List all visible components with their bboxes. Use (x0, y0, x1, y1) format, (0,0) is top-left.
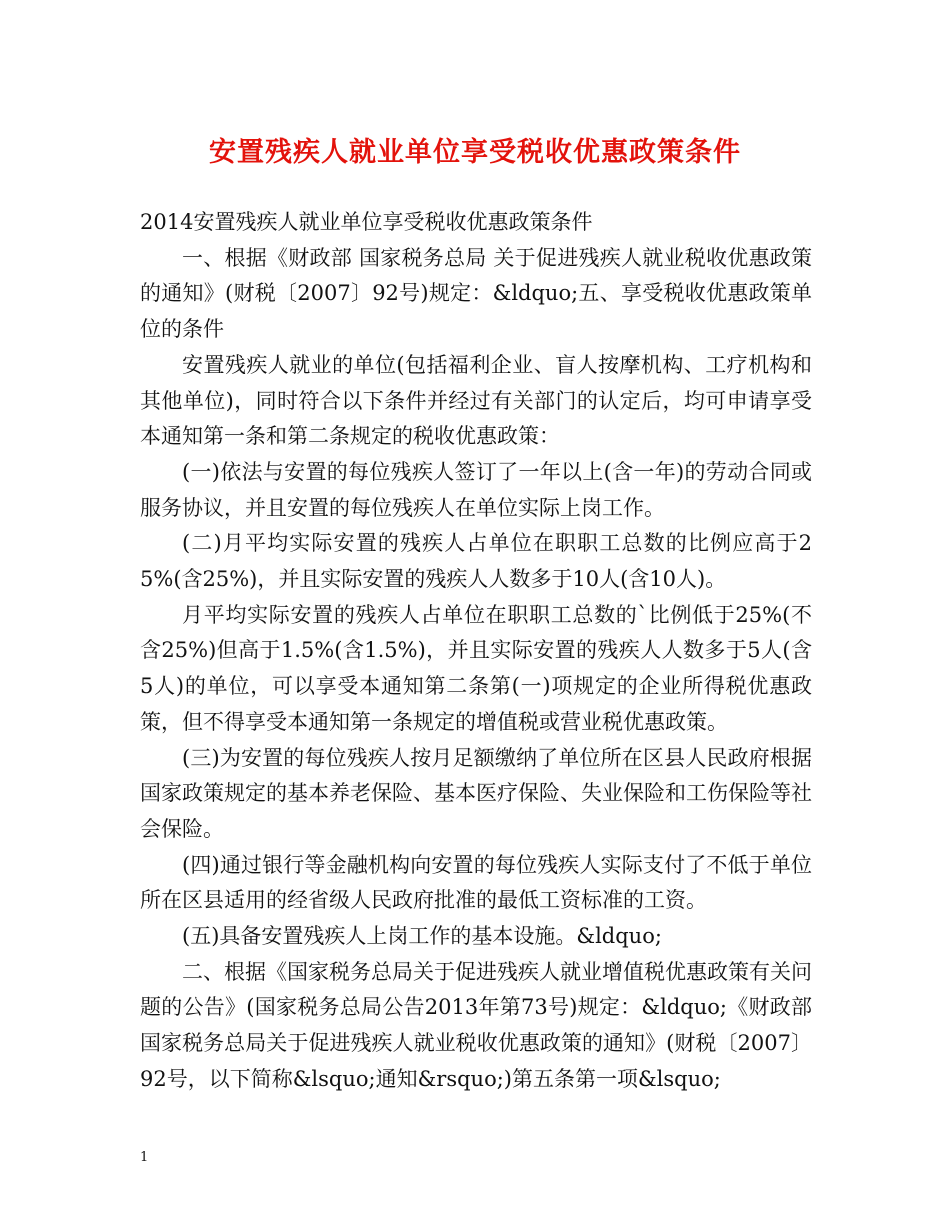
paragraph: 一、根据《财政部 国家税务总局 关于促进残疾人就业税收优惠政策的通知》(财税〔2007〕92号)规定：&ldquo;五、享受税收优惠政策单位的条件 (140, 245, 812, 342)
paragraph-heading: 2014安置残疾人就业单位享受税收优惠政策条件 (140, 210, 593, 234)
paragraph: 月平均实际安置的残疾人占单位在职职工总数的`比例低于25%(不含25%)但高于1.5%(含1.5%)，并且实际安置的残疾人人数多于5人(含5人)的单位，可以享受本通知第二条第(一)项规定的企业所得税优惠政策，但不得享受本通知第一条规定的增值税或营业税优惠政策。 (140, 602, 812, 734)
document-body (140, 205, 812, 1098)
paragraph: (四)通过银行等金融机构向安置的每位残疾人实际支付了不低于单位所在区县适用的经省级人民政府批准的最低工资标准的工资。 (140, 852, 812, 913)
paragraph: (二)月平均实际安置的残疾人占单位在职职工总数的比例应高于25%(含25%)，并且实际安置的残疾人人数多于10人(含10人)。 (140, 531, 812, 592)
paragraph: (三)为安置的每位残疾人按月足额缴纳了单位所在区县人民政府根据国家政策规定的基本养老保险、基本医疗保险、失业保险和工伤保险等社会保险。 (140, 745, 812, 841)
paragraph: (一)依法与安置的每位残疾人签订了一年以上(含一年)的劳动合同或服务协议，并且安置的每位残疾人在单位实际上岗工作。 (140, 459, 812, 520)
paragraph: (五)具备安置残疾人上岗工作的基本设施。&ldquo; (182, 924, 662, 949)
paragraph: 安置残疾人就业的单位(包括福利企业、盲人按摩机构、工疗机构和其他单位)，同时符合以下条件并经过有关部门的认定后，均可申请享受本通知第一条和第二条规定的税收优惠政策： (140, 352, 812, 449)
paragraph: 二、根据《国家税务总局关于促进残疾人就业增值税优惠政策有关问题的公告》(国家税务总局公告2013年第73号)规定：&ldquo;《财政部 国家税务总局关于促进残疾人就业税收优惠政策的通知》(财税〔2007〕92号，以下简称&lsquo;通知&rsquo;)第五条第一项&lsquo; (140, 959, 812, 1091)
page-number: 1 (140, 1150, 149, 1165)
document-title: 安置残疾人就业单位享受税收优惠政策条件 (209, 137, 741, 168)
